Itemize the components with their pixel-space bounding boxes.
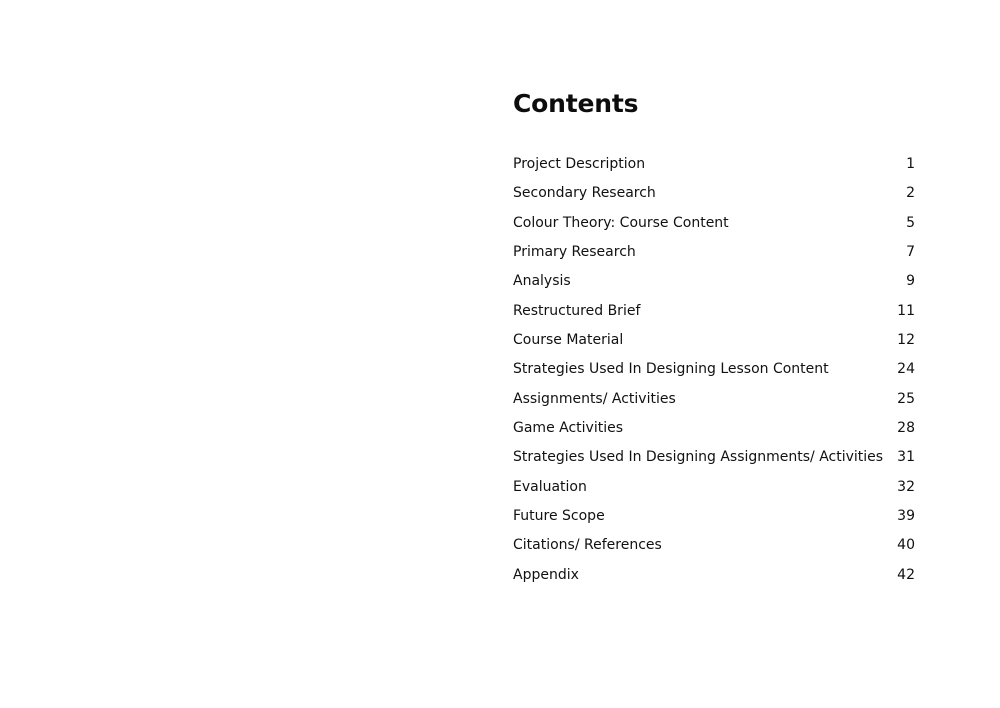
toc-entry-label: Course Material — [513, 332, 624, 349]
toc-entry-label: Primary Research — [513, 244, 636, 261]
toc-entry[interactable] — [513, 326, 915, 355]
toc-entry-page-number: 9 — [906, 273, 915, 290]
toc-entry[interactable] — [513, 561, 915, 590]
table-of-contents — [513, 88, 915, 583]
toc-entry-label: Strategies Used In Designing Assignments/ Activities — [513, 449, 884, 466]
toc-entry[interactable] — [513, 414, 915, 443]
toc-entry-page-number: 42 — [897, 566, 915, 583]
toc-entry[interactable] — [513, 473, 915, 502]
toc-entry-page-number: 7 — [906, 244, 915, 261]
toc-entry-label: Appendix — [513, 566, 579, 583]
toc-entry-page-number: 24 — [897, 361, 915, 378]
toc-entry-label: Citations/ References — [513, 537, 662, 554]
toc-entry[interactable] — [513, 385, 915, 414]
toc-entry-label: Assignments/ Activities — [513, 390, 676, 407]
toc-entry[interactable] — [513, 355, 915, 384]
toc-entry-page-number: 2 — [906, 185, 915, 202]
toc-entry-page-number: 28 — [897, 420, 915, 437]
toc-entry-label: Game Activities — [513, 420, 623, 437]
toc-entry-label: Evaluation — [513, 478, 587, 495]
page-title: Contents — [513, 89, 639, 118]
toc-entry[interactable] — [513, 443, 915, 472]
toc-entry-label: Colour Theory: Course Content — [513, 214, 729, 231]
toc-entry-page-number: 39 — [897, 508, 915, 525]
toc-entry-page-number: 1 — [906, 156, 915, 172]
toc-entry[interactable] — [513, 502, 915, 531]
toc-entry-label: Analysis — [513, 273, 571, 290]
toc-entry-label: Restructured Brief — [513, 302, 641, 319]
toc-entry-page-number: 11 — [897, 302, 915, 319]
toc-entry-page-number: 12 — [897, 332, 915, 349]
toc-entry[interactable] — [513, 150, 915, 179]
toc-entry[interactable] — [513, 209, 915, 238]
toc-entry[interactable] — [513, 267, 915, 296]
toc-entry[interactable] — [513, 238, 915, 267]
toc-entry-label: Project Description — [513, 156, 646, 172]
toc-list — [513, 150, 915, 590]
toc-entry-page-number: 31 — [897, 449, 915, 466]
toc-entry-label: Secondary Research — [513, 185, 656, 202]
toc-entry[interactable] — [513, 531, 915, 560]
toc-entry-label: Future Scope — [513, 508, 605, 525]
toc-entry-page-number: 5 — [906, 214, 915, 231]
toc-entry-page-number: 25 — [897, 390, 915, 407]
toc-entry[interactable] — [513, 179, 915, 208]
toc-entry[interactable] — [513, 297, 915, 326]
toc-entry-label: Strategies Used In Designing Lesson Content — [513, 361, 829, 378]
toc-entry-page-number: 40 — [897, 537, 915, 554]
toc-entry-page-number: 32 — [897, 478, 915, 495]
